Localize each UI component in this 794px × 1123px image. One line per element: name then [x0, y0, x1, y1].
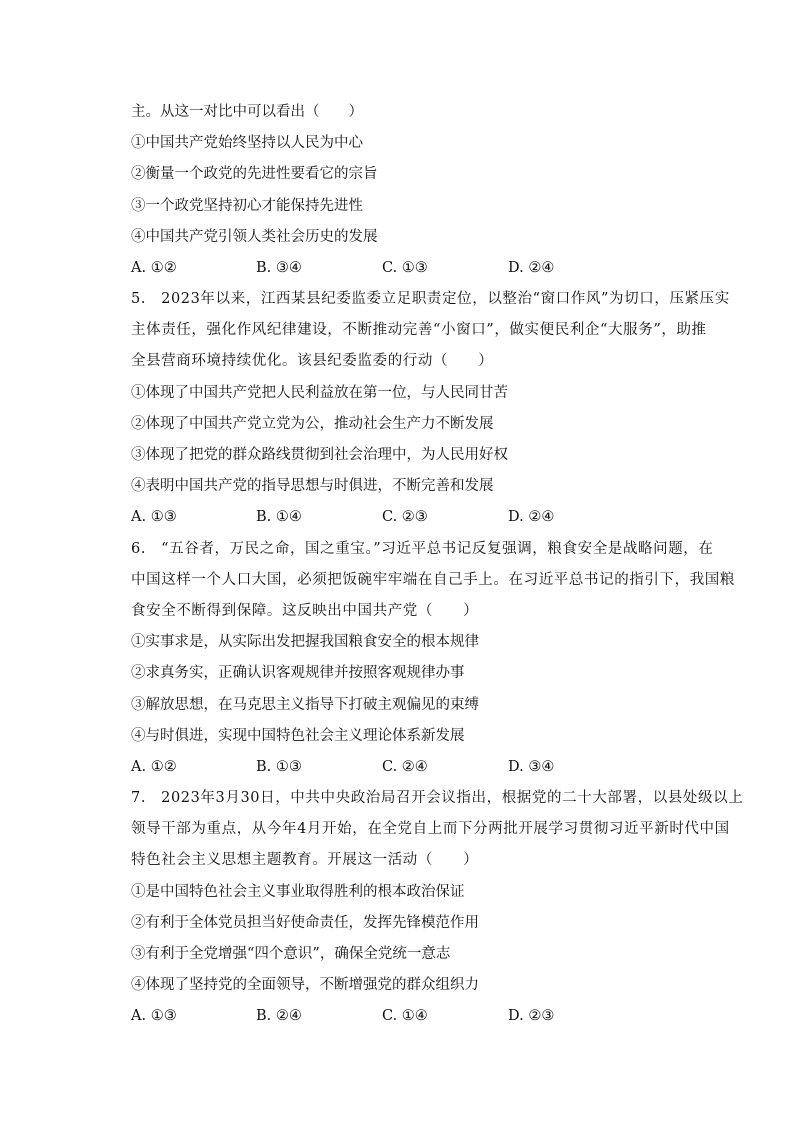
question-stem-line: 全县营商环境持续优化。该县纪委监委的行动（ ）	[131, 353, 494, 369]
statement-3: ③有利于全党增强“四个意识”，确保全党统一意志	[131, 946, 451, 962]
option-c[interactable]: C. ①③	[382, 260, 428, 276]
option-b[interactable]: B. ③④	[256, 260, 302, 276]
statement-3: ③解放思想，在马克思主义指导下打破主观偏见的束缚	[131, 697, 479, 713]
question-stem-line: 主体责任，强化作风纪律建设，不断推动完善“小窗口”，做实便民利企“大服务”，助推	[131, 322, 707, 338]
question-stem-line: 7. 2023年3月30日，中共中央政治局召开会议指出，根据党的二十大部署，以县处级以上	[131, 790, 744, 806]
statement-1: ①实事求是，从实际出发把握我国粮食安全的根本规律	[131, 634, 479, 650]
question-stem-line: 食安全不断得到保障。这反映出中国共产党（ ）	[131, 603, 479, 619]
statement-1: ①中国共产党始终坚持以人民为中心	[131, 135, 363, 151]
option-b[interactable]: B. ②④	[256, 1008, 302, 1024]
question-stem-line: 5. 2023年以来，江西某县纪委监委立足职责定位，以整治“窗口作风”为切口，压紧压实	[131, 291, 730, 307]
question-stem-line: 中国这样一个人口大国，必须把饭碗牢牢端在自己手上。在习近平总书记的指引下，我国粮	[131, 572, 735, 588]
option-d[interactable]: D. ③④	[508, 759, 555, 775]
option-c[interactable]: C. ①④	[382, 1008, 428, 1024]
option-b[interactable]: B. ①④	[256, 509, 302, 525]
question-stem-line: 主。从这一对比中可以看出（ ）	[131, 104, 363, 120]
statement-2: ②求真务实，正确认识客观规律并按照客观规律办事	[131, 665, 465, 681]
option-a[interactable]: A. ①②	[131, 759, 177, 775]
option-a[interactable]: A. ①③	[131, 1008, 177, 1024]
statement-3: ③体现了把党的群众路线贯彻到社会治理中，为人民用好权	[131, 447, 508, 463]
answer-options	[131, 1006, 691, 1026]
statement-4: ④体现了坚持党的全面领导，不断增强党的群众组织力	[131, 977, 479, 993]
question-stem-line: 6. “五谷者，万民之命，国之重宝。”习近平总书记反复强调，粮食安全是战略问题，在	[131, 541, 714, 557]
statement-2: ②衡量一个政党的先进性要看它的宗旨	[131, 166, 378, 182]
answer-options	[131, 757, 691, 777]
option-a[interactable]: A. ①③	[131, 509, 177, 525]
statement-1: ①是中国特色社会主义事业取得胜利的根本政治保证	[131, 884, 465, 900]
statement-2: ②体现了中国共产党立党为公，推动社会生产力不断发展	[131, 416, 494, 432]
question-stem-line: 领导干部为重点，从今年4月开始，在全党自上而下分两批开展学习贯彻习近平新时代中国	[131, 821, 730, 837]
statement-3: ③一个政党坚持初心才能保持先进性	[131, 198, 363, 214]
statement-4: ④与时俱进，实现中国特色社会主义理论体系新发展	[131, 728, 465, 744]
statement-4: ④表明中国共产党的指导思想与时俱进，不断完善和发展	[131, 478, 494, 494]
answer-options	[131, 258, 691, 278]
statement-2: ②有利于全体党员担当好使命责任，发挥先锋模范作用	[131, 915, 479, 931]
option-b[interactable]: B. ①③	[256, 759, 302, 775]
option-c[interactable]: C. ②③	[382, 509, 428, 525]
answer-options	[131, 507, 691, 527]
option-d[interactable]: D. ②④	[508, 260, 555, 276]
option-d[interactable]: D. ②③	[508, 1008, 555, 1024]
option-a[interactable]: A. ①②	[131, 260, 177, 276]
option-c[interactable]: C. ②④	[382, 759, 428, 775]
statement-4: ④中国共产党引领人类社会历史的发展	[131, 229, 378, 245]
statement-1: ①体现了中国共产党把人民利益放在第一位，与人民同甘苦	[131, 385, 508, 401]
question-stem-line: 特色社会主义思想主题教育。开展这一活动（ ）	[131, 852, 479, 868]
option-d[interactable]: D. ②④	[508, 509, 555, 525]
